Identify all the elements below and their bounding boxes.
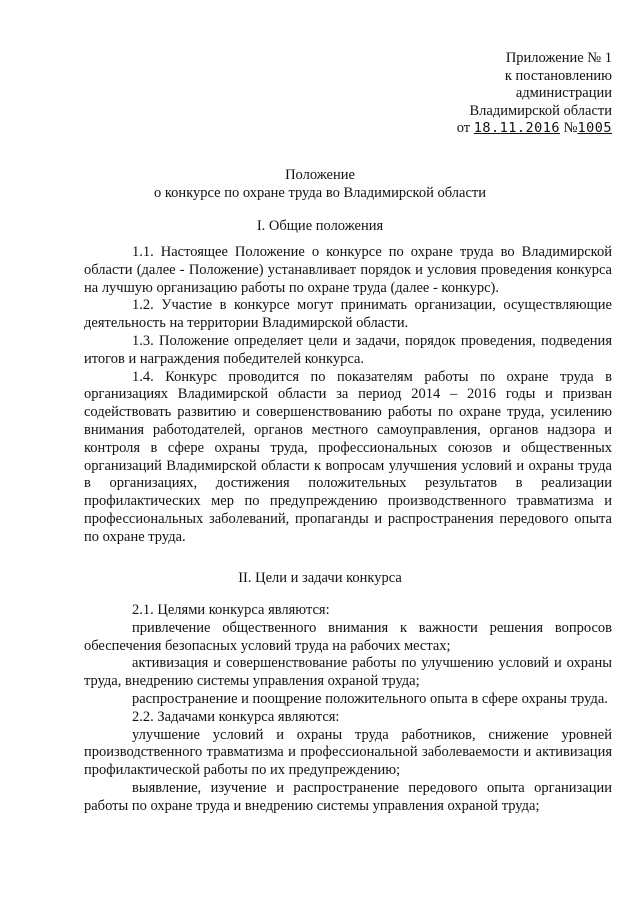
paragraph-1-2: 1.2. Участие в конкурсе могут принимать организации, осуществляющие деятельность на территории Владимирской области. <box>84 297 612 332</box>
tasks-title: 2.2. Задачами конкурса являются: <box>132 708 340 725</box>
goal-item-3: распространение и поощрение положительного опыта в сфере охраны труда. <box>132 690 608 707</box>
section-2-heading: II. Цели и задачи конкурса <box>238 570 402 586</box>
goals-title: 2.1. Целями конкурса являются: <box>132 602 330 618</box>
appendix-block <box>457 50 612 138</box>
appendix-line-2: к постановлению <box>504 67 612 84</box>
appendix-line-3: администрации <box>515 85 612 101</box>
appendix-line-1: Приложение № 1 <box>505 50 612 66</box>
section-2-body <box>84 602 612 816</box>
goal-item-1: привлечение общественного внимания к важности решения вопросов обеспечения безопасных условий труда на рабочих местах; <box>84 619 612 654</box>
section-1-heading: I. Общие положения <box>256 218 384 234</box>
paragraph-1-4: 1.4. Конкурс проводится по показателям работы по охране труда в организациях Владимирской области за период 2014 – 2016 годы и призван содействовать развитию и совершенствованию работы по охране труда, усилению внимания работодателей, органов местного самоуправления, органов надзора и контроля в сфере охраны труда, профессиональных союзов и общественных организаций Владимирской области к вопросам улучшения условий и охраны труда в организациях, достижения положительных результатов в реализации профилактических мер по предупреждению производственного травматизма и профессиональных заболеваний, пропаганды и распространения передового опыта по охране труда. <box>84 368 612 545</box>
date-prefix: от <box>456 120 471 136</box>
appendix-date-line <box>457 120 612 138</box>
handwritten-date: 18.11.2016 <box>473 120 561 136</box>
goal-item-2: активизация и совершенствование работы по улучшению условий и охраны труда, внедрению системы управления охраной труда; <box>84 655 612 690</box>
title-line-1: Положение <box>285 167 355 183</box>
handwritten-number: 1005 <box>577 120 612 136</box>
task-item-2: выявление, изучение и распространение передового опыта организации работы по охране труда и внедрению системы управления охраной труда; <box>84 779 612 814</box>
document-title <box>0 166 640 202</box>
task-item-1: улучшение условий и охраны труда работников, снижение уровней производственного травматизма и профессиональной заболеваемости и активизация профилактической работы по их предупреждению; <box>84 726 612 779</box>
section-1-body <box>84 244 612 547</box>
number-prefix: № <box>563 120 578 136</box>
appendix-line-4: Владимирской области <box>469 102 612 119</box>
title-line-2: о конкурсе по охране труда во Владимирской области <box>154 185 486 201</box>
paragraph-1-1: 1.1. Настоящее Положение о конкурсе по охране труда во Владимирской области (далее - Положение) устанавливает порядок и условия проведения конкурса на лучшую организацию работы по охране труда (далее - конкурс). <box>84 244 612 296</box>
paragraph-1-3: 1.3. Положение определяет цели и задачи, порядок проведения, подведения итогов и награждения победителей конкурса. <box>84 332 612 367</box>
